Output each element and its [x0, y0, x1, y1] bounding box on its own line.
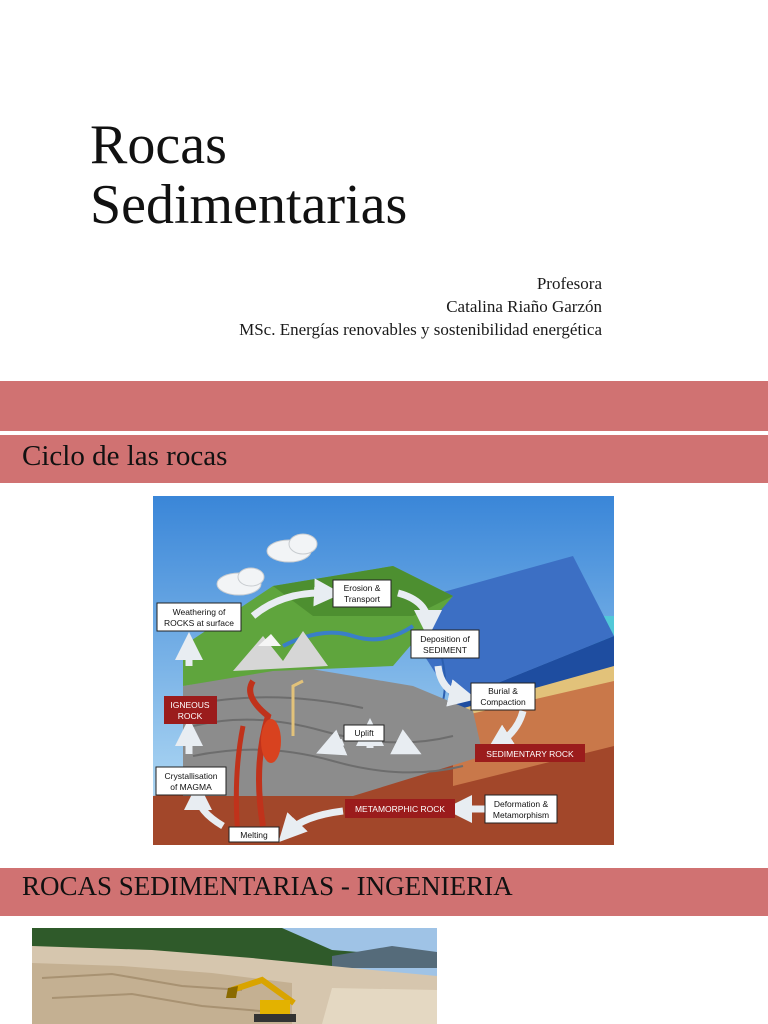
diagram-label-melting — [229, 827, 279, 842]
diagram-label-sedimentary-rock — [475, 744, 585, 762]
svg-text:METAMORPHIC ROCK: METAMORPHIC ROCK — [354, 804, 446, 814]
svg-text:IGNEOUS: IGNEOUS — [170, 700, 210, 710]
svg-text:Deformation &: Deformation & — [493, 799, 549, 809]
section-band-engineering — [0, 868, 768, 916]
svg-text:ROCK: ROCK — [177, 711, 203, 721]
document-title — [90, 115, 407, 235]
diagram-label-erosion — [333, 580, 391, 607]
empty-section-band — [0, 381, 768, 431]
diagram-label-crystallisation — [156, 767, 226, 795]
svg-text:Metamorphism: Metamorphism — [492, 810, 550, 820]
svg-text:Burial &: Burial & — [488, 686, 518, 696]
author-degree: MSc. Energías renovables y sostenibilidad energética — [239, 320, 602, 339]
svg-text:of MAGMA: of MAGMA — [170, 782, 212, 792]
svg-text:Erosion &: Erosion & — [343, 583, 381, 593]
diagram-label-uplift — [344, 725, 384, 741]
section-heading-cycle: Ciclo de las rocas — [22, 440, 228, 472]
svg-text:Transport: Transport — [343, 594, 381, 604]
author-role: Profesora — [536, 274, 602, 293]
section-heading-engineering: ROCAS SEDIMENTARIAS - INGENIERIA — [22, 871, 513, 901]
author-block — [239, 272, 602, 341]
diagram-label-deposition — [411, 630, 479, 658]
diagram-label-burial — [471, 683, 535, 710]
svg-text:Melting: Melting — [240, 830, 268, 840]
quarry-photo — [32, 928, 437, 1024]
svg-text:Weathering of: Weathering of — [172, 607, 226, 617]
svg-text:SEDIMENT: SEDIMENT — [423, 645, 467, 655]
title-line-2: Sedimentarias — [90, 174, 408, 236]
diagram-label-deformation — [485, 795, 557, 823]
author-name: Catalina Riaño Garzón — [446, 297, 602, 316]
diagram-label-igneous-rock — [164, 696, 217, 724]
diagram-label-weathering — [157, 603, 241, 631]
svg-text:Deposition of: Deposition of — [420, 634, 470, 644]
svg-text:Compaction: Compaction — [480, 697, 526, 707]
svg-text:SEDIMENTARY ROCK: SEDIMENTARY ROCK — [486, 749, 574, 759]
section-band-cycle — [0, 435, 768, 483]
svg-text:ROCKS at surface: ROCKS at surface — [164, 618, 234, 628]
diagram-label-metamorphic-rock — [345, 799, 455, 818]
svg-text:Uplift: Uplift — [354, 728, 374, 738]
svg-text:Crystallisation: Crystallisation — [164, 771, 218, 781]
rock-cycle-diagram — [153, 496, 614, 845]
title-line-1: Rocas — [90, 114, 227, 176]
